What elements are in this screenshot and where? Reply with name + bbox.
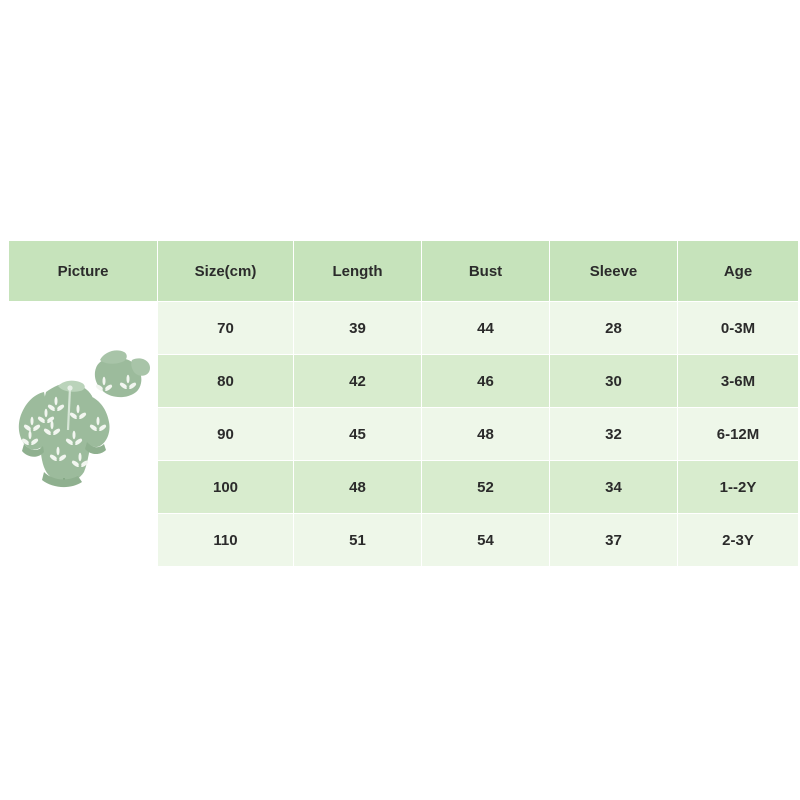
cell-bust: 48 xyxy=(422,408,550,461)
cell-size: 110 xyxy=(158,514,294,567)
column-header-sleeve: Sleeve xyxy=(550,241,678,302)
table-header xyxy=(9,241,799,302)
cell-size: 70 xyxy=(158,302,294,355)
baby-romper-illustration xyxy=(8,330,156,510)
cell-sleeve: 32 xyxy=(550,408,678,461)
cell-sleeve: 34 xyxy=(550,461,678,514)
cell-length: 42 xyxy=(294,355,422,408)
cell-sleeve: 28 xyxy=(550,302,678,355)
column-header-picture: Picture xyxy=(9,241,158,302)
cell-length: 48 xyxy=(294,461,422,514)
column-header-age: Age xyxy=(678,241,799,302)
cell-length: 51 xyxy=(294,514,422,567)
product-photo xyxy=(8,330,156,510)
cell-age: 6-12M xyxy=(678,408,799,461)
cell-size: 100 xyxy=(158,461,294,514)
cell-bust: 44 xyxy=(422,302,550,355)
cell-bust: 52 xyxy=(422,461,550,514)
cell-age: 3-6M xyxy=(678,355,799,408)
column-header-length: Length xyxy=(294,241,422,302)
cell-bust: 46 xyxy=(422,355,550,408)
column-header-size: Size(cm) xyxy=(158,241,294,302)
cell-age: 2-3Y xyxy=(678,514,799,567)
romper-icon xyxy=(19,381,110,487)
cell-sleeve: 37 xyxy=(550,514,678,567)
cell-length: 39 xyxy=(294,302,422,355)
column-header-bust: Bust xyxy=(422,241,550,302)
cell-length: 45 xyxy=(294,408,422,461)
cell-bust: 54 xyxy=(422,514,550,567)
table-header-row xyxy=(9,241,799,302)
cell-sleeve: 30 xyxy=(550,355,678,408)
cell-size: 90 xyxy=(158,408,294,461)
cell-age: 1--2Y xyxy=(678,461,799,514)
cell-size: 80 xyxy=(158,355,294,408)
cell-age: 0-3M xyxy=(678,302,799,355)
